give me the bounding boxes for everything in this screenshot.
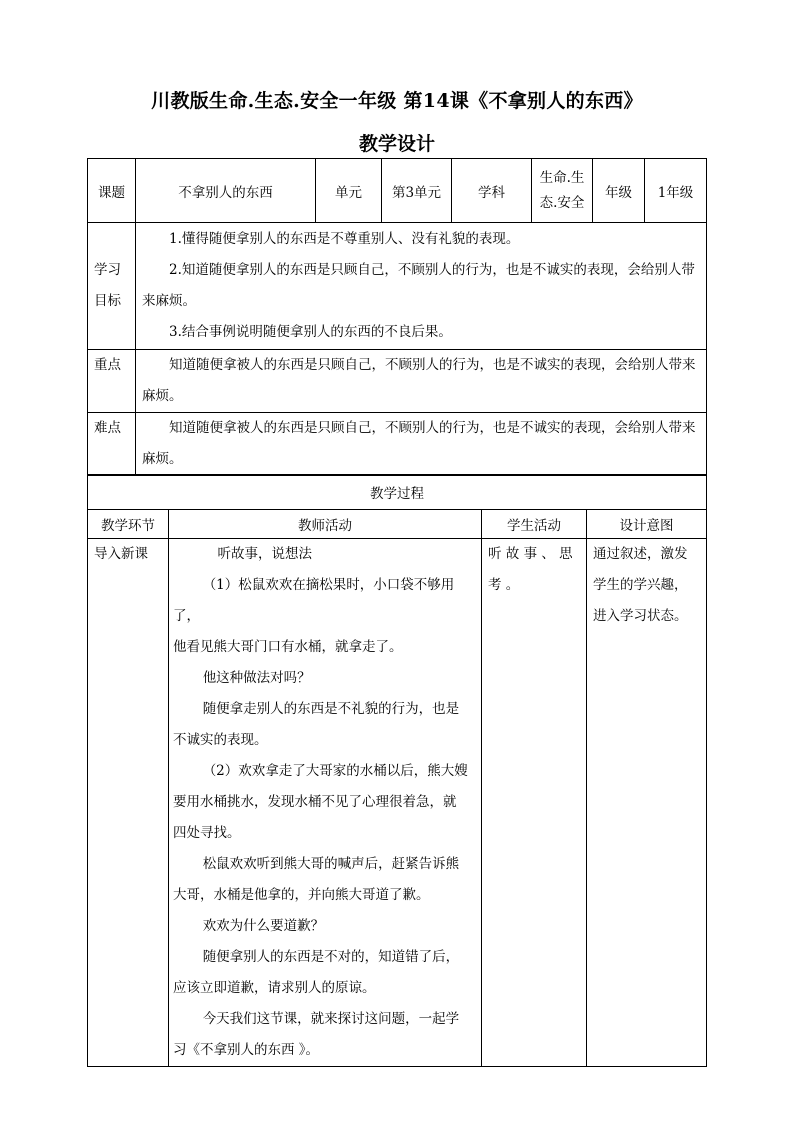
unit-label: 单元 — [316, 159, 382, 223]
teacher-line: 随便拿走别人的东西是不礼貌的行为，也是 — [202, 701, 460, 717]
objectives-label-line-2: 目标 — [94, 293, 121, 309]
student-line: 考 。 — [488, 577, 520, 593]
teaching-process-table — [87, 474, 707, 1067]
stage-cell — [88, 539, 169, 1067]
difficulty-label: 难点 — [88, 413, 136, 476]
teacher-line: （2）欢欢拿走了大哥家的水桶以后，熊大嫂 — [202, 763, 468, 779]
objectives-content — [136, 223, 707, 350]
student-activity-cell — [482, 539, 587, 1067]
intent-line: 学生的学兴趣， — [593, 577, 688, 593]
teacher-line: 随便拿别人的东西是不对的，知道错了后， — [202, 949, 460, 965]
teacher-line: 四处寻找。 — [173, 825, 241, 841]
teacher-line: 应该立即道歉，请求别人的原谅。 — [173, 980, 376, 996]
teacher-activity-cell — [169, 539, 482, 1067]
course-value: 不拿别人的东西 — [136, 159, 316, 223]
student-line: 听 故 事 、 思 — [488, 546, 573, 562]
difficulty-text: 知道随便拿被人的东西是只顾自己，不顾别人的行为，也是不诚实的表现，会给别人带来麻烦。 — [142, 420, 696, 467]
subject-label: 学科 — [452, 159, 532, 223]
objective-item: 1.懂得随便拿别人的东西是不尊重别人、没有礼貌的表现。 — [169, 231, 520, 247]
key-point-label: 重点 — [88, 350, 136, 413]
stage-text: 导入新课 — [94, 546, 148, 562]
teacher-line: 欢欢为什么要道歉？ — [202, 918, 325, 934]
grade-label: 年级 — [593, 159, 645, 223]
objectives-label — [88, 223, 136, 350]
unit-value: 第3单元 — [382, 159, 452, 223]
subject-value-line-1: 生命.生 — [539, 169, 585, 186]
document-title: 川教版生命.生态.安全一年级 第14课《不拿别人的东西》 — [151, 90, 643, 112]
course-label: 课题 — [88, 159, 136, 223]
teacher-line: 松鼠欢欢听到熊大哥的喊声后，赶紧告诉熊 — [202, 856, 460, 872]
key-point-content — [136, 350, 707, 413]
col-intent-header: 设计意图 — [587, 510, 707, 539]
teacher-line: （1）松鼠欢欢在摘松果时，小口袋不够用了， — [173, 577, 455, 624]
design-intent-cell — [587, 539, 707, 1067]
col-teacher-header: 教师活动 — [169, 510, 482, 539]
teacher-line: 他这种做法对吗？ — [202, 670, 311, 686]
subject-value — [532, 159, 593, 223]
intent-line: 进入学习状态。 — [593, 608, 688, 624]
col-student-header: 学生活动 — [482, 510, 587, 539]
difficulty-content — [136, 413, 707, 476]
teacher-line: 听故事，说想法 — [217, 546, 313, 562]
teacher-line: 大哥，水桶是他拿的，并向熊大哥道了歉。 — [173, 887, 430, 903]
objective-item: 2.知道随便拿别人的东西是只顾自己，不顾别人的行为，也是不诚实的表现，会给别人带来麻烦。 — [142, 262, 695, 309]
teacher-line: 习《不拿别人的东西 》。 — [173, 1042, 320, 1058]
process-heading: 教学过程 — [88, 475, 707, 510]
col-stage-header: 教学环节 — [88, 510, 169, 539]
document-subtitle: 教学设计 — [358, 133, 435, 155]
grade-value: 1年级 — [645, 159, 707, 223]
teacher-line: 今天我们这节课，就来探讨这问题，一起学 — [202, 1011, 460, 1027]
objectives-label-line-1: 学习 — [94, 262, 121, 278]
teacher-line: 要用水桶挑水，发现水桶不见了心理很着急，就 — [173, 794, 457, 810]
key-point-text: 知道随便拿被人的东西是只顾自己，不顾别人的行为，也是不诚实的表现，会给别人带来麻烦。 — [142, 357, 696, 404]
objective-item: 3.结合事例说明随便拿别人的东西的不良后果。 — [169, 324, 452, 340]
teacher-line: 不诚实的表现。 — [173, 732, 268, 748]
intent-line: 通过叙述，激发 — [593, 546, 688, 562]
lesson-info-table — [87, 158, 707, 476]
subject-value-line-2: 态.安全 — [539, 194, 585, 211]
teacher-line: 他看见熊大哥门口有水桶，就拿走了。 — [173, 639, 403, 655]
